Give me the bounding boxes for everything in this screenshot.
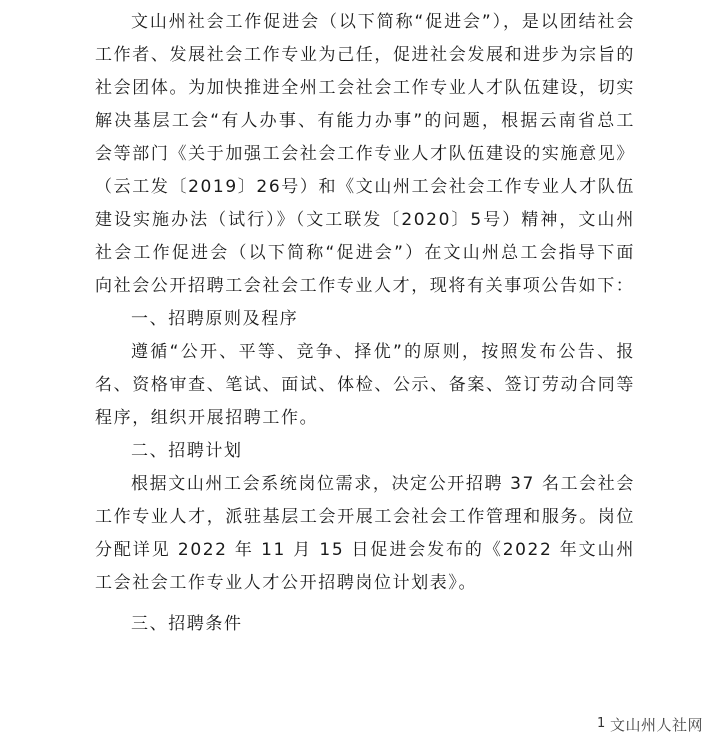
section-heading-plan: 二、招聘计划 — [131, 441, 243, 461]
watermark: 文山州人社网 — [609, 716, 703, 734]
document-body — [95, 0, 635, 641]
principles-paragraph: 遵循“公开、平等、竞争、择优”的原则，按照发布公告、报名、资格审查、笔试、面试、体检、公示、备案、签订劳动合同等程序，组织开展招聘工作。 — [95, 342, 635, 428]
intro-paragraph: 文山州社会工作促进会（以下简称“促进会”），是以团结社会工作者、发展社会工作专业为己任，促进社会发展和进步为宗旨的社会团体。为加快推进全州工会社会工作专业人才队伍建设，切实解决基层工会“有人办事、有能力办事”的问题，根据云南省总工会等部门《关于加强工会社会工作专业人才队伍建设的实施意见》（云工发〔2019〕26号）和《文山州工会社会工作专业人才队伍建设实施办法（试行）》（文工联发〔2020〕5号）精神，文山州社会工作促进会（以下简称“促进会”）在文山州总工会指导下面向社会公开招聘工会社会工作专业人才，现将有关事项公告如下： — [95, 12, 635, 296]
section-heading-conditions: 三、招聘条件 — [131, 614, 243, 634]
page-number: 1 — [597, 716, 606, 731]
plan-paragraph: 根据文山州工会系统岗位需求，决定公开招聘 37 名工会社会工作专业人才，派驻基层工会开展工会社会工作管理和服务。岗位分配详见 2022 年 11 月 15 日促进会发布的《2022 年文山州工会社会工作专业人才公开招聘岗位计划表》。 — [95, 474, 635, 593]
section-heading-principles: 一、招聘原则及程序 — [131, 309, 299, 329]
